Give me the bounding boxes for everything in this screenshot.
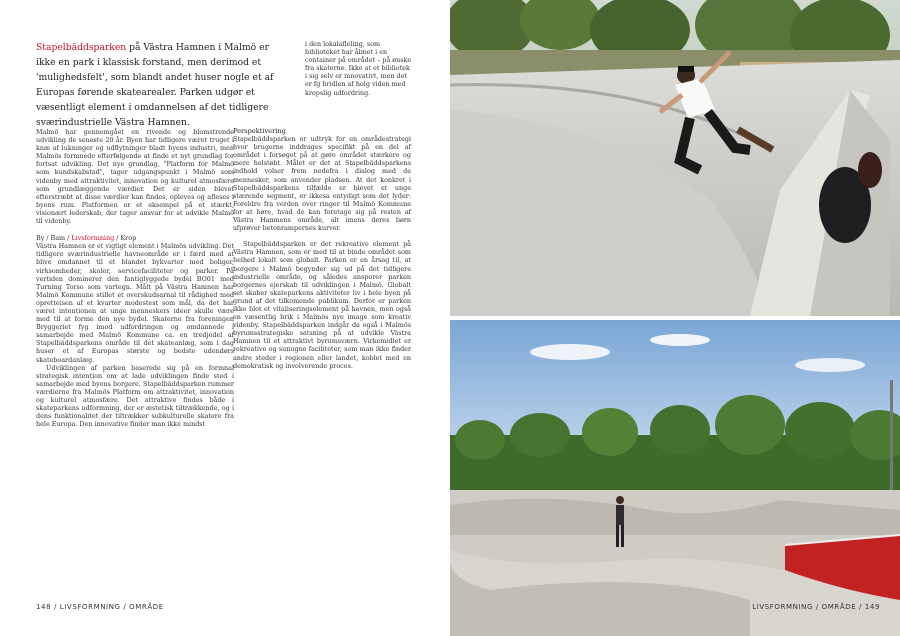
- byline-prefix: By / Bam /: [36, 234, 72, 243]
- section-heading: Perspektivering: [233, 127, 286, 135]
- column-right-top: i den lokalafleling, som biblioteket har åbnet i en container på området – på ønske fra skaterne. Ikke at et bibliotek i sig selv er innovativt, men det er fg bridlen af holg viden med kropslig udfordring.: [305, 40, 412, 97]
- byline: [36, 234, 234, 242]
- body-column-2: [233, 127, 411, 370]
- body-column-1: [36, 128, 234, 428]
- folio-right: LIVSFORMNING / OMRÅDE / 149: [752, 603, 880, 611]
- byline-highlight: Livsformning: [71, 234, 115, 243]
- lead-text: på Västra Hamnen i Malmö er ikke en park i klassisk forstand, men derimod et 'mulighedsfelt', som blandt andet huser nogle et af Europas førende skatearealer. Parken udgør et væsentligt element i omdannelsen af det tidligere sværindustrielle Västra Hamnen.: [36, 42, 274, 128]
- lead-paragraph: [36, 40, 278, 130]
- skatepark-bowl-landscape-photo: [450, 320, 900, 636]
- column2-paragraph-2: Stapelbäddsparken er det rekreative element på Västra Hamnen, som er med til at binde området som helhed lokalt som globalt. Parken er en årsag til, at borgere i Malmö begynder sig ud på det tidligere industrielle område, og således ansporer parken borgernes ejerskab til udviklingen i Malmö. Globalt set skaber skateparkens aktiviteter liv i hele byen på grund af det tilkomende publikum. Derfor er parken ikke blot et vitaliseringselement på havnen, men også en væsentlig brik i Malmös nye image som kreativ videnby. Stapelbäddsparken indgår da også i Malmös byrumsstrategiske satsning på at udvikle Västra Hamnen til et attraktivt byrumsværn. Virkemidlet er rekreative og sunugne faciliteter, som man ikke finder andre steder i regionen eller landet, koblet med en demokratisk og involverende proces.: [233, 240, 411, 370]
- byline-suffix: / Krop: [114, 234, 137, 243]
- lead-highlight: Stapelbäddsparken: [36, 42, 127, 53]
- body-paragraph-1: Västra Hamnen er et vigtigt element i Malmös udvikling. Det tidligere sværindustrielle havneområde er i færd med at blive omdannet til et blandet bykvarter med boliger, virksomheder, skoler, servicefaciliteter og parker. På vertiden dominerer den fantiglyggede bydel BO01 med Turning Torso som vartegn. Målt på Västra Hamnen har Malmö Kommune stillet et overskudsarnal til rådighed med opretteisen af et kvarter modestest som mål, da det har været intentionen at unge menneskers ideer skulle være med til at forme den nye bydel. Skaterne fra foreningen Bryggeriet fyg imod udfordringen og omdannede i samarbejde med Malmö Kommune ca. en tredjedel af Stapelbäddsparkens område til det skateanlæg, som i dag huser et af Europas største og bedste udendørs skateboardanlæg.: [36, 242, 234, 364]
- folio-left: 148 / LIVSFORMNING / OMRÅDE: [36, 603, 164, 611]
- body-paragraph-2: Udviklingen af parken baserede sig på en formnal strategisk intention om at lade udviklingen finde sted i samarbejde med byens borgere. Stapelbäddsparken rummer værdierne fra Malmös Platform om attraktivitet, innovation og kulturel atmosfære. Det attraktive findes både i skateparkens udformning, der er æstetisk tiltrækkende, og i dens funktionalitet der tiltrækker subkulturelle skatere fra hele Europa. Den innovative finder man ikke mindst: [36, 363, 234, 429]
- skateboarder-grinding-ledge-photo: [450, 0, 900, 316]
- right-page: [450, 0, 900, 636]
- intro-paragraph: Malmö har gennemgået en rivende og blomstrende udvikling de seneste 20 år. Byen har tidligere været truget i knæ af lukninger og udflytninger bladt byens industri, men Malmös formnede efterfølgende at finde et nyt grundlag for fortsat udvikling. Det nye grundlag, "Platform for Malmö som kundskabstad", tager udgangspunkt i Malmö som videnby med attraktivitet, innovation og kulturel atmosfære som grundlæggende værdier. Det er siden blevet efterstræbt at disse værdier kan findes, opleves og afleses i byens rum. Platformen er et eksempel på et stærkt, visionært lederskab, der tager ansvar for at udvikle Malmö til videnby.: [36, 128, 234, 226]
- column2-paragraph-1: Stapelbäddsparken er udtryk for en områdestrategi hvor brugerne inddrages specifikt på en del af området i forsøget på at gøre området stærkere og mere helstøbt. Målet er det at Stapelbäddsparkens indhold volser frem nedefra i dialog med de mennesker, som anvender pladsen. At det konkret i Stapelbäddsparkens tilfælde er blevet et unge stærende segment, er ikkesa entydigt som det lyder: Foreldre fra verden over ringer til Malmö Kommune for at høre, hvad de kan foretage sig på resten af Västra Hamnens område, alt imens deres børn afprøver betonrampernes kurver.: [233, 135, 411, 233]
